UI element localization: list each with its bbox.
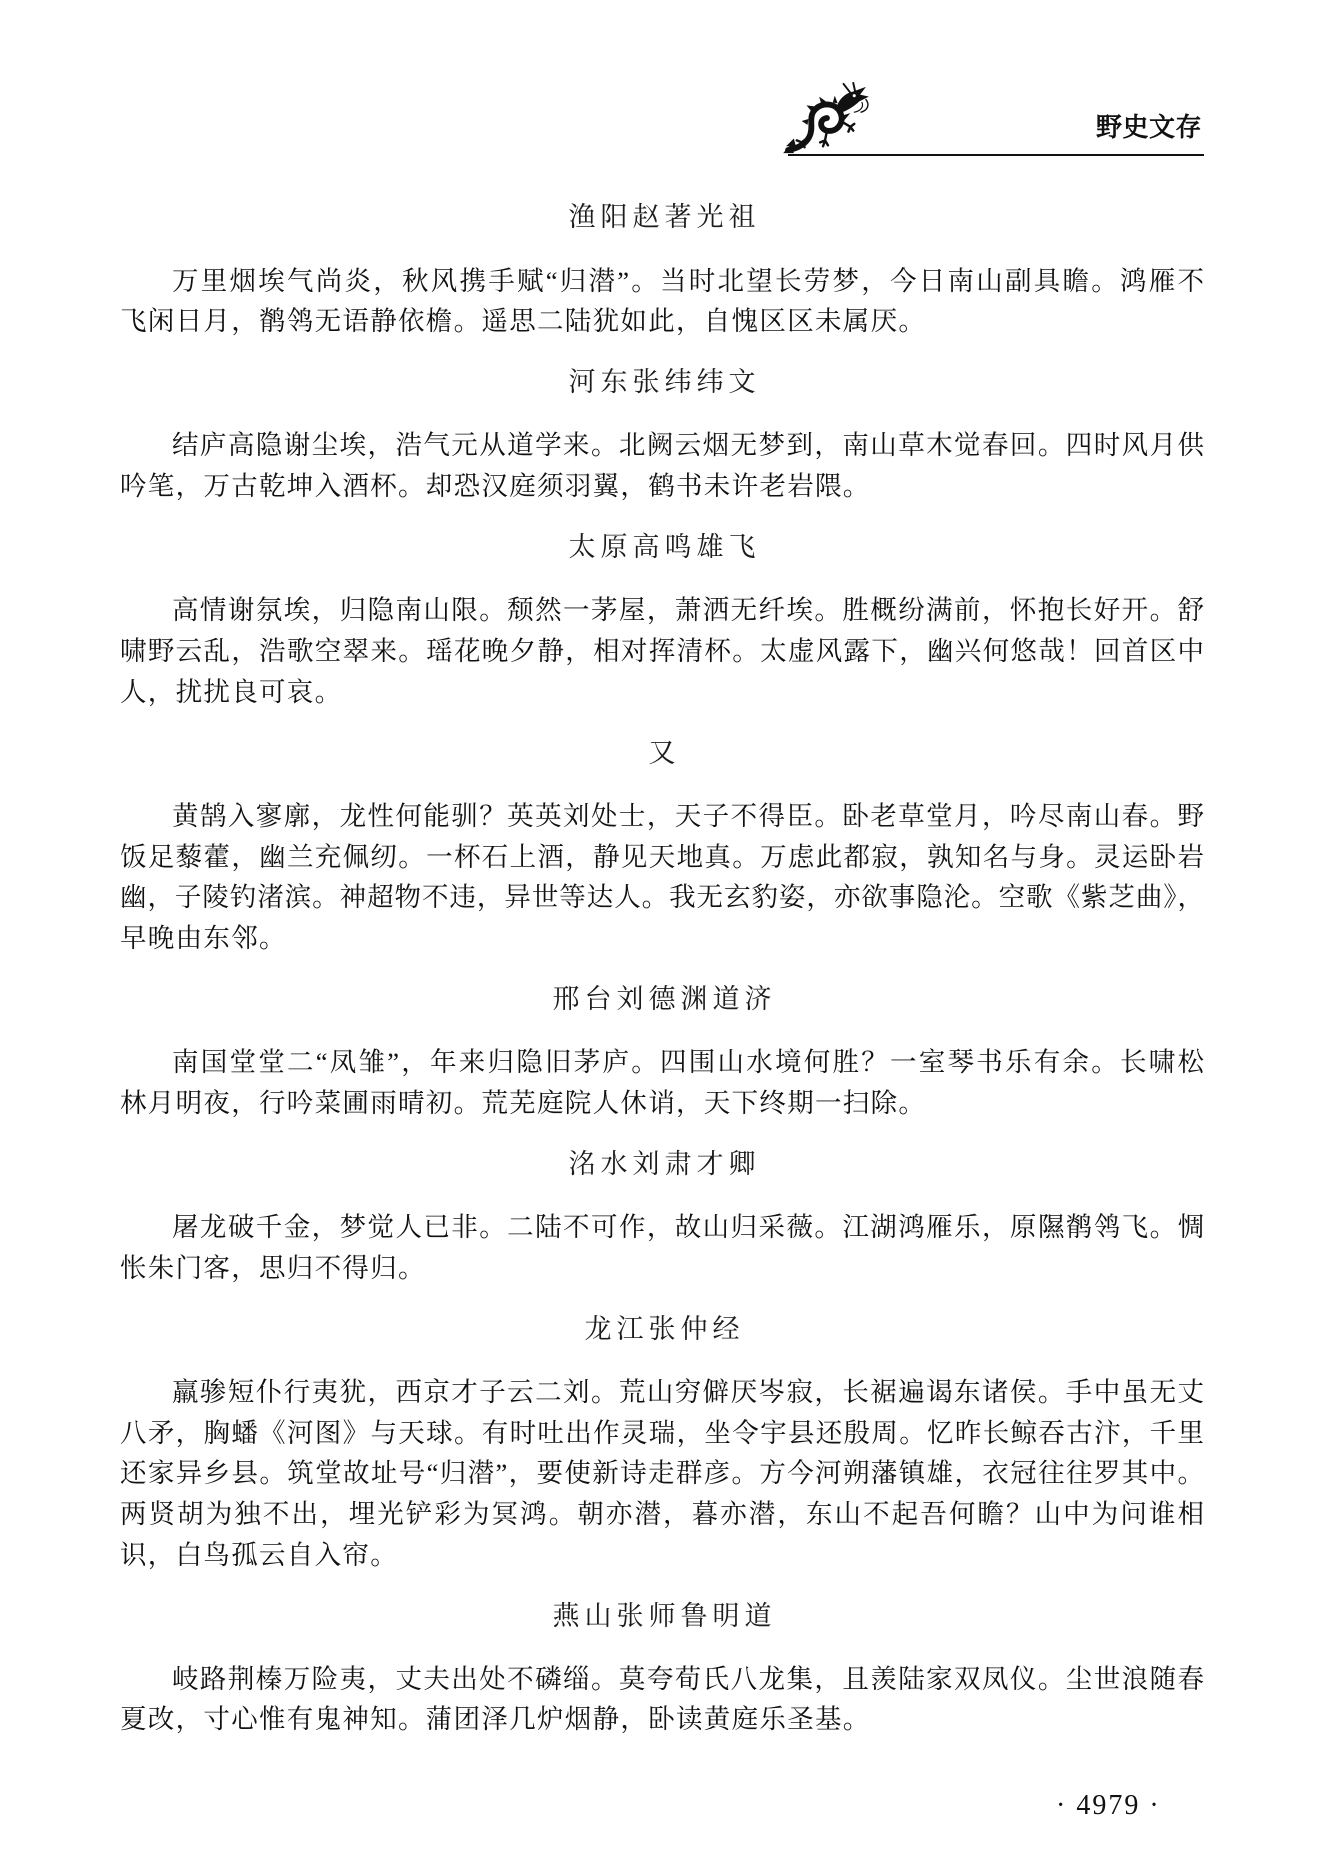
poem-line: 饭足藜藿，幽兰充佩纫。一杯石上酒，静见天地真。万虑此都寂，孰知名与身。灵运卧岩	[120, 841, 1204, 872]
poem-line: 高情谢氛埃，归隐南山限。颓然一茅屋，萧洒无纤埃。胜概纷满前，怀抱长好开。舒	[172, 595, 1204, 626]
header-rule	[788, 154, 1204, 156]
poem-line: 识，白鸟孤云自入帘。	[120, 1539, 398, 1570]
poem-section	[120, 197, 1204, 342]
poem-line: 结庐高隐谢尘埃，浩气元从道学来。北阙云烟无梦到，南山草木觉春回。四时风月供	[172, 430, 1204, 461]
poem-line: 啸野云乱，浩歌空翠来。瑶花晚夕静，相对挥清杯。太虚风露下，幽兴何悠哉！回首区中	[120, 635, 1204, 666]
dragon-logo-icon	[782, 82, 870, 156]
poem-title: 河东张纬纬文	[568, 367, 761, 398]
poem-section	[120, 527, 1204, 712]
poem-line: 飞闲日月，鹡鸰无语静依檐。遥思二陆犹如此，自愧区区未属厌。	[120, 306, 927, 337]
poem-title: 邢台刘德渊道济	[552, 983, 777, 1014]
poem-title: 又	[648, 737, 681, 768]
poem-line: 夏改，寸心惟有鬼神知。蒲团泽几炉烟静，卧读黄庭乐圣基。	[120, 1704, 871, 1735]
poem-line: 两贤胡为独不出，埋光铲彩为冥鸿。朝亦潜，暮亦潜，东山不起吾何瞻？山中为问谁相	[120, 1498, 1204, 1529]
poem-line: 岐路荆榛万险夷，丈夫出处不磷缁。莫夸荀氏八龙集，且羡陆家双凤仪。尘世浪随春	[172, 1663, 1204, 1694]
poem-line: 羸骖短仆行夷犹，西京才子云二刘。荒山穷僻厌岑寂，长裾遍谒东诸侯。手中虽无丈	[172, 1376, 1204, 1407]
poem-title: 洺水刘肃才卿	[568, 1148, 761, 1179]
poem-title: 渔阳赵著光祖	[568, 202, 761, 233]
poem-section	[120, 1144, 1204, 1289]
poem-section	[120, 1596, 1204, 1741]
poem-section	[120, 733, 1204, 959]
poem-title: 太原高鸣雄飞	[568, 532, 761, 562]
poem-line: 吟笔，万古乾坤入酒杯。却恐汉庭须羽翼，鹤书未许老岩隈。	[120, 471, 871, 502]
page-number: · 4979 ·	[1056, 1790, 1161, 1821]
poem-line: 幽，子陵钓渚滨。神超物不违，异世等达人。我无玄豹姿，亦欲事隐沦。空歌《紫芝曲》，	[120, 882, 1204, 913]
poem-line: 早晚由东邻。	[120, 922, 287, 953]
poem-line: 屠龙破千金，梦觉人已非。二陆不可作，故山归采薇。江湖鸿雁乐，原隰鹡鸰飞。惆	[172, 1211, 1204, 1242]
page-body	[120, 177, 1204, 1740]
poem-line: 八矛，胸蟠《河图》与天球。有时吐出作灵瑞，坐令宇县还殷周。忆昨长鲸吞古汴，千里	[120, 1417, 1204, 1448]
poem-title: 龙江张仲经	[584, 1313, 745, 1344]
book-series-title: 野史文存	[1095, 112, 1202, 142]
poem-section	[120, 979, 1204, 1124]
poem-line: 南国堂堂二“凤雏”，年来归隐旧茅庐。四围山水境何胜？一室琴书乐有余。长啸松	[172, 1047, 1204, 1078]
poem-line: 万里烟埃气尚炎，秋风携手赋“归潜”。当时北望长劳梦，今日南山副具瞻。鸿雁不	[172, 265, 1204, 296]
poem-line: 黄鹄入寥廓，龙性何能驯？英英刘处士，天子不得臣。卧老草堂月，吟尽南山春。野	[172, 800, 1204, 831]
poem-line: 林月明夜，行吟菜圃雨晴初。荒芜庭院人休诮，天下终期一扫除。	[120, 1087, 927, 1118]
poem-section	[120, 362, 1204, 507]
poem-title: 燕山张师鲁明道	[552, 1600, 777, 1631]
poem-line: 人，扰扰良可哀。	[120, 676, 343, 707]
poem-section	[120, 1309, 1204, 1576]
poem-line: 怅朱门客，思归不得归。	[120, 1252, 426, 1283]
poem-line: 还家异乡县。筑堂故址号“归潜”，要使新诗走群彦。方今河朔藩镇雄，衣冠往往罗其中。	[120, 1458, 1204, 1489]
